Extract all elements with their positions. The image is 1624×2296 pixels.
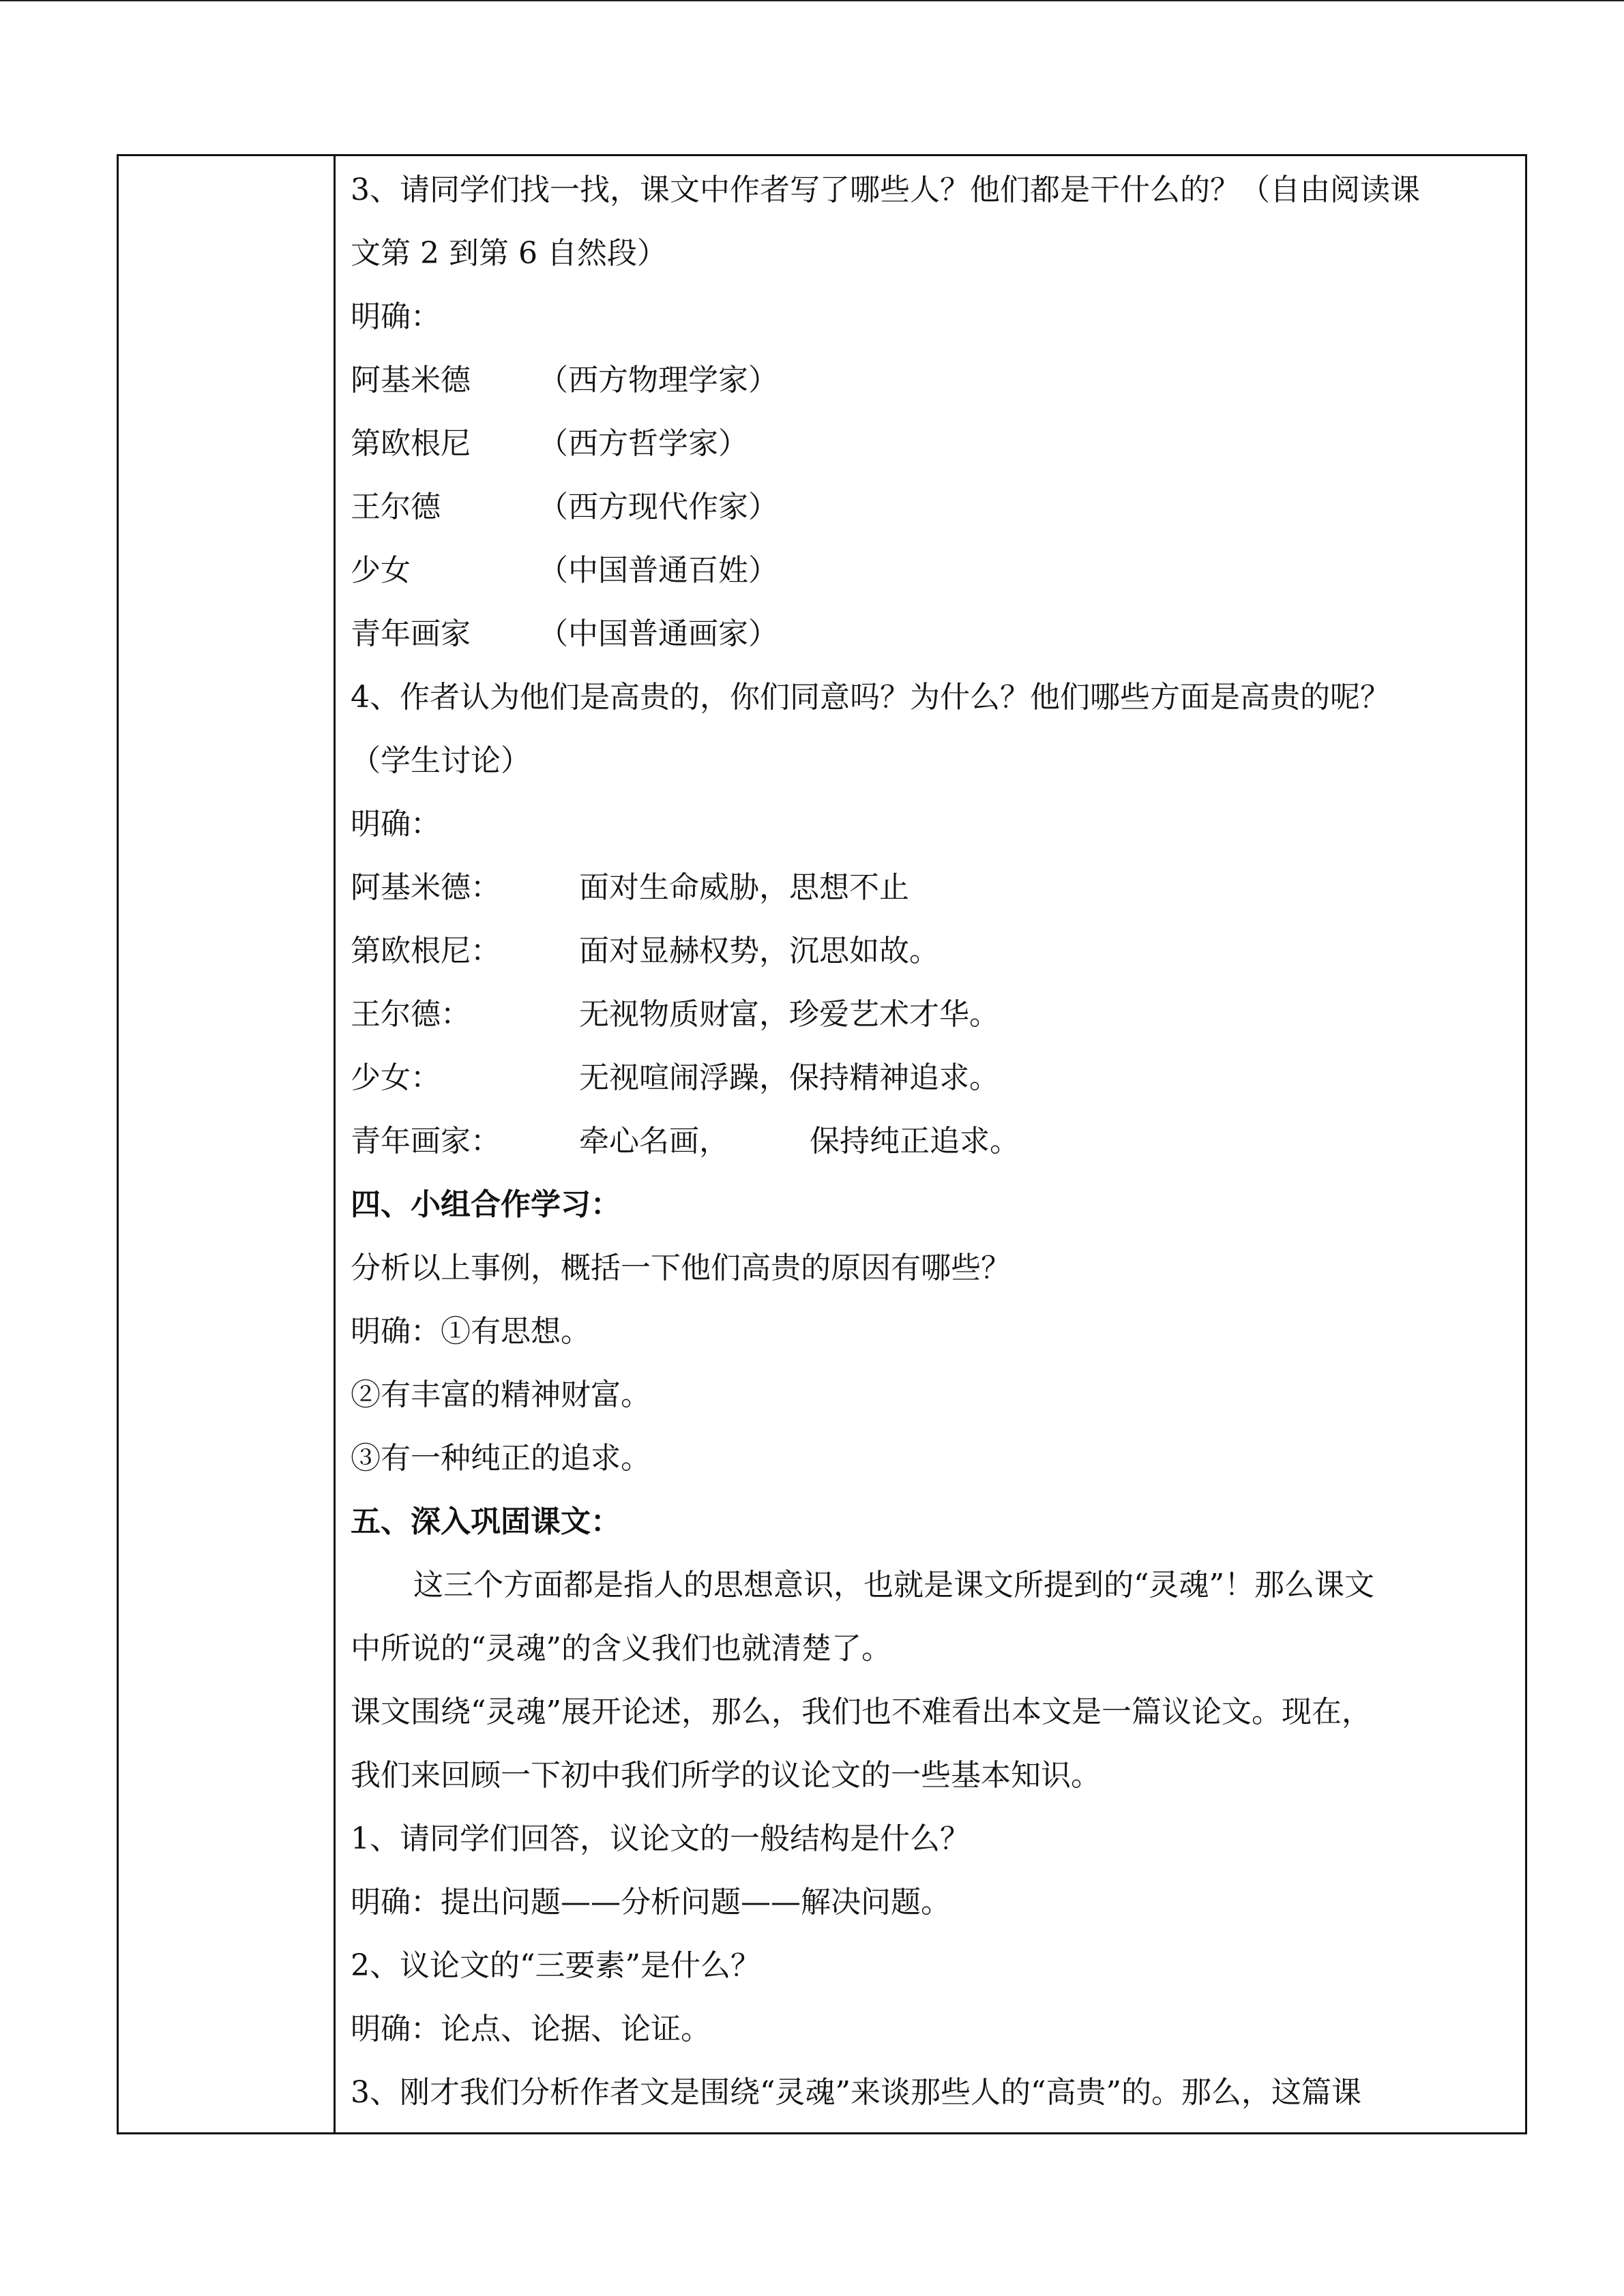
reason-list-item [351,994,999,1035]
people-list-item [351,360,778,401]
reason-person: 青年画家： [351,1124,501,1159]
reason-text: 面对显赫权势，沉思如故。 [579,934,939,968]
paragraph-line: 这三个方面都是指人的思想意识，也就是课文所提到的“灵魂”！那么课文 [413,1568,1374,1602]
table-column-divider [334,156,336,2132]
people-list-item [351,550,778,591]
people-list-item [351,614,778,655]
structure-answer: 明确：提出问题——分析问题——解决问题。 [351,1885,951,1920]
person-description: （西方现代作家） [538,490,778,524]
reason-list-item [351,1121,1020,1162]
person-description: （中国普通百姓） [538,553,778,588]
answer-label: 明确： [351,807,441,841]
reason-text: 无视喧闹浮躁，保持精神追求。 [579,1060,999,1095]
question-3-line: 3、请同学们找一找，课文中作者写了哪些人？他们都是干什么的？（自由阅读课 [351,173,1420,207]
question-4-line: 4、作者认为他们是高贵的，你们同意吗？为什么？他们哪些方面是高贵的呢？ [351,680,1390,715]
person-description: （西方哲学家） [538,426,748,461]
reason-list-item [351,931,939,972]
person-description: （西方物理学家） [538,363,778,398]
person-name: 第欧根尼 [351,426,471,461]
reason-person: 第欧根尼： [351,934,501,968]
reason-text: 无视物质财富，珍爱艺术才华。 [579,997,999,1032]
paragraph-line: 课文围绕“灵魂”展开论述，那么，我们也不难看出本文是一篇议论文。现在， [351,1695,1372,1729]
paragraph-line: 中所说的“灵魂”的含义我们也就清楚了。 [351,1631,891,1666]
reason-text: 牵心名画， [579,1124,729,1159]
reason-list-item [351,867,909,908]
analysis-question: 分析以上事例，概括一下他们高贵的原因有哪些？ [351,1251,1011,1285]
elements-answer: 明确：论点、论据、论证。 [351,2012,711,2046]
section-4-heading: 四、小组合作学习： [351,1187,621,1222]
table-left-cell [119,156,334,2132]
question-4-continuation: （学生讨论） [351,743,531,778]
person-name: 阿基米德 [351,363,471,398]
lesson-plan-table [117,154,1527,2134]
reason-person: 王尔德： [351,997,471,1032]
reason-person: 少女： [351,1060,441,1095]
answer-label: 明确： [351,299,441,334]
paragraph-line: 我们来回顾一下初中我们所学的议论文的一些基本知识。 [351,1758,1101,1793]
structure-question: 1、请同学们回答，议论文的一般结构是什么？ [351,1821,970,1856]
question-3-continuation: 文第 2 到第 6 自然段） [351,236,667,271]
reason-list-item [351,1058,999,1099]
section-5-heading: 五、深入巩固课文： [351,1504,621,1539]
people-list-item [351,423,748,464]
final-question-line: 3、刚才我们分析作者文是围绕“灵魂”来谈那些人的“高贵”的。那么，这篇课 [351,2075,1361,2110]
page-top-border [0,0,1624,1]
person-name: 少女 [351,553,411,588]
table-content-cell [351,156,1518,2132]
reason-person: 阿基米德： [351,870,501,905]
person-description: （中国普通画家） [538,616,778,651]
person-name: 青年画家 [351,616,471,651]
reason-text-extra: 保持纯正追求。 [810,1124,1020,1159]
answer-item: 明确：①有思想。 [351,1314,591,1349]
answer-item: ②有丰富的精神财富。 [351,1377,651,1412]
people-list-item [351,487,778,528]
answer-item: ③有一种纯正的追求。 [351,1441,651,1476]
person-name: 王尔德 [351,490,441,524]
elements-question: 2、议论文的“三要素”是什么？ [351,1948,761,1983]
reason-text: 面对生命威胁，思想不止 [579,870,909,905]
